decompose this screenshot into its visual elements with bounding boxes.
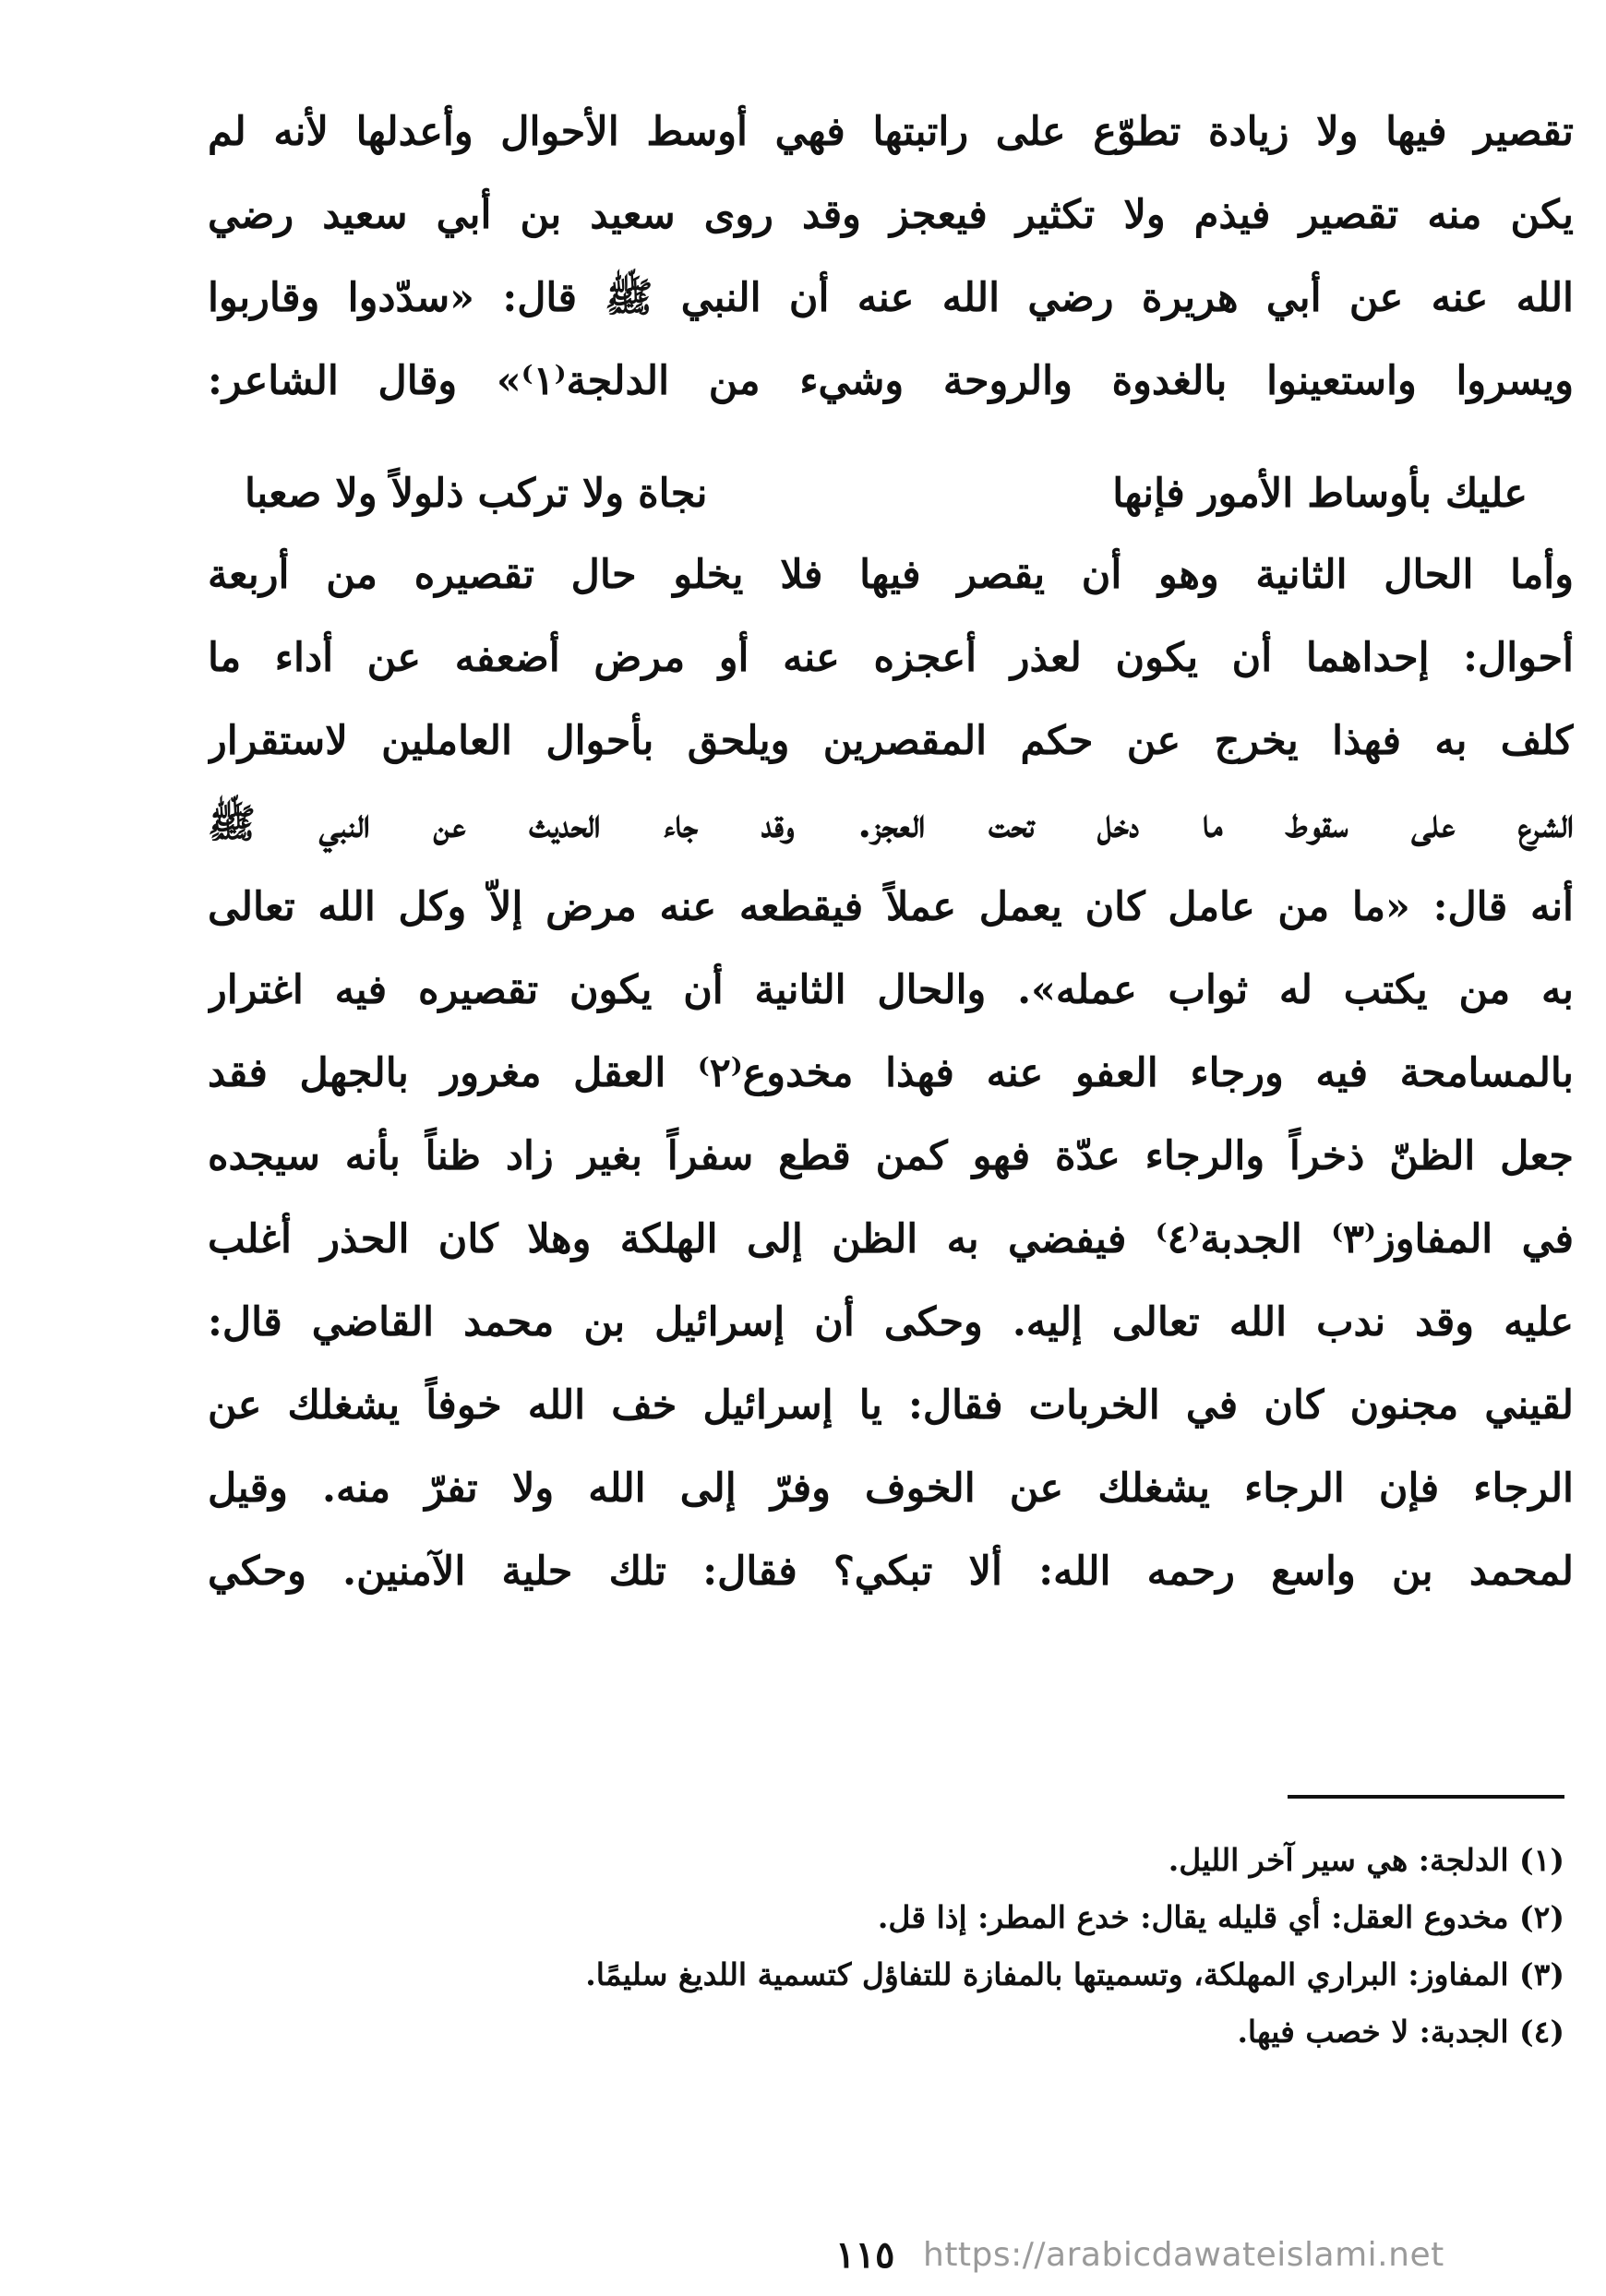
text-line: جعل الظنّ ذخراً والرجاء عدّة فهو كمن قطع سفراً بغير زاد ظناً بأنه سيجده — [208, 1133, 1574, 1179]
text-line: في المفاوز⁽٣⁾ الجدبة⁽٤⁾ فيفضي به الظن إلى الهلكة وهلا كان الحذر أغلب — [208, 1216, 1574, 1262]
footnotes — [461, 1832, 1564, 2061]
text-line: أنه قال: «ما من عامل كان يعمل عملاً فيقطعه عنه مرض إلاّ وكل الله تعالى — [208, 884, 1574, 930]
footnote-1: (١) الدلجة: هي سير آخر الليل. — [1168, 1842, 1564, 1878]
text-line: بالمسامحة فيه ورجاء العفو عنه فهذا مخدوع⁽٢⁾ العقل مغرور بالجهل فقد — [208, 1050, 1574, 1096]
footnote-2: (٢) مخدوع العقل: أي قليله يقال: خدع المطر: إذا قل. — [877, 1899, 1564, 1935]
verse-first-hemistich: عليك بأوساط الأمور فإنها — [1112, 471, 1528, 517]
text-line: الله عنه عن أبي هريرة رضي الله عنه أن النبي ﷺ قال: «سدّدوا وقاربوا — [208, 275, 1574, 321]
footnote-4: (٤) الجدبة: لا خصب فيها. — [1237, 2014, 1564, 2050]
text-line: يكن منه تقصير فيذم ولا تكثير فيعجز وقد روى سعيد بن أبي سعيد رضي — [208, 192, 1574, 238]
footnote-separator — [1288, 1795, 1564, 1799]
text-line: الرجاء فإن الرجاء يشغلك عن الخوف وفرّ إلى الله ولا تفرّ منه. وقيل — [208, 1465, 1574, 1512]
watermark-url: https://arabicdawateislami.net — [923, 2236, 1444, 2274]
footnote-3: (٣) المفاوز: البراري المهلكة، وتسميتها بالمفازة للتفاؤل كتسمية اللديغ سليمًا. — [585, 1956, 1564, 1992]
text-line: وأما الحال الثانية وهو أن يقصر فيها فلا يخلو حال تقصيره من أربعة — [208, 552, 1574, 598]
body-paragraph-2 — [208, 533, 1574, 1613]
page-number: ١١٥ — [835, 2233, 895, 2277]
text-line: كلف به فهذا يخرج عن حكم المقصرين ويلحق بأحوال العاملين لاستقرار — [208, 718, 1574, 764]
text-line: تقصير فيها ولا زيادة تطوّع على راتبتها فهي أوسط الأحوال وأعدلها لأنه لم — [208, 109, 1574, 155]
poetry-verse — [245, 452, 1528, 535]
text-line: أحوال: إحداهما أن يكون لعذر أعجزه عنه أو مرض أضعفه عن أداء ما — [208, 635, 1574, 681]
text-line: لقيني مجنون كان في الخربات فقال: يا إسرائيل خف الله خوفاً يشغلك عن — [208, 1382, 1574, 1429]
body-paragraph-1 — [208, 90, 1574, 423]
text-line: لمحمد بن واسع رحمه الله: ألا تبكي؟ فقال: تلك حلية الآمنين. وحكي — [208, 1549, 1574, 1595]
text-line: عليه وقد ندب الله تعالى إليه. وحكى أن إسرائيل بن محمد القاضي قال: — [208, 1299, 1574, 1345]
verse-second-hemistich: نجاة ولا تركب ذلولاً ولا صعبا — [245, 471, 708, 517]
text-line: ويسروا واستعينوا بالغدوة والروحة وشيء من الدلجة⁽١⁾» وقال الشاعر: — [208, 358, 1574, 404]
text-line: الشرع على سقوط ما دخل تحت العجز. وقد جاء الحديث عن النبي ﷺ — [208, 801, 1574, 847]
text-line: به من يكتب له ثواب عمله». والحال الثانية أن يكون تقصيره فيه اغترار — [208, 967, 1574, 1013]
